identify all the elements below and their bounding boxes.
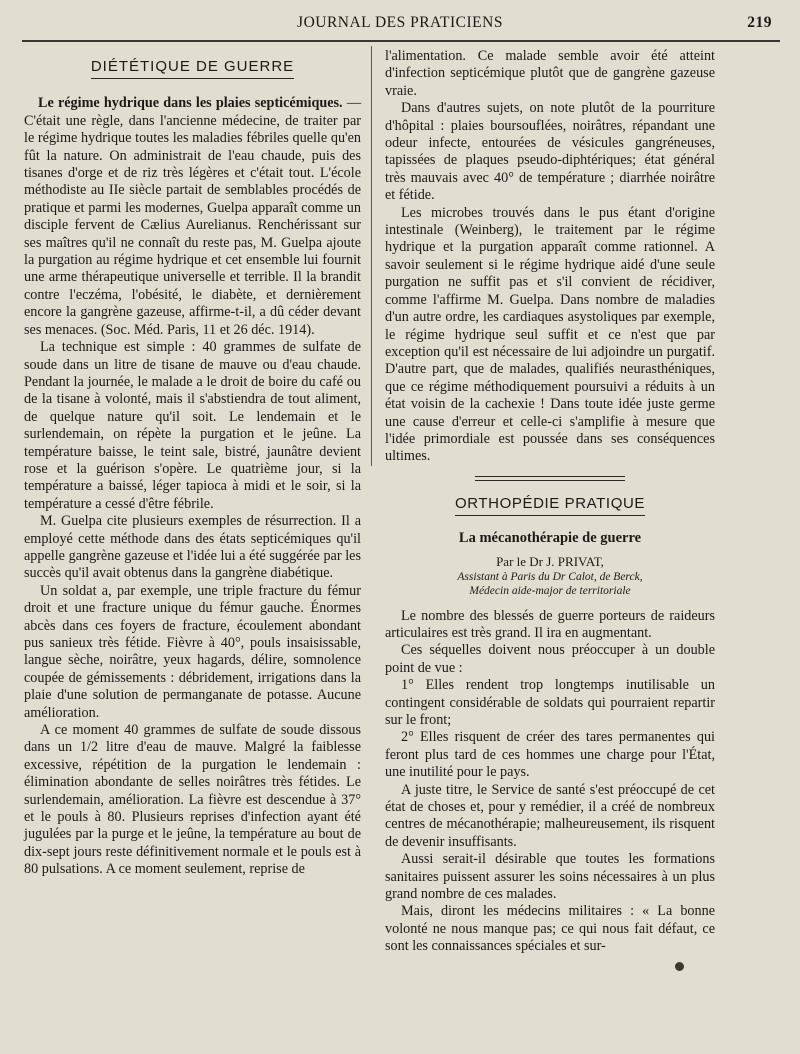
lead-paragraph	[24, 95, 361, 339]
paragraph: M. Guelpa cite plusieurs exemples de résurrection. Il a employé cette méthode dans des états septicémiques qu'il appelle gangrène gazeuse et l'idée lui a été suggérée par les succès qu'il avait obtenus dans la gangrène diabétique.	[24, 513, 361, 582]
paragraph: La technique est simple : 40 grammes de sulfate de soude dans un litre de tisane de mauve ou d'eau chaude. Pendant la journée, le malade a le droit de boire du café ou de la tisane à volonté, mais il s'abstiendra de tout aliment, de quelque nature qu'il soit. Le lendemain et le surlendemain, on répète la purgation et le jeûne. La température baisse, le teint sale, bistré, jaunâtre devient rose et la guérison s'opère. Le quatrième jour, si la température a baissé, léger tapioca à midi et le soir, si la température a cessé d'être fébrile.	[24, 339, 361, 512]
affiliation: Assistant à Paris du Dr Calot, de Berck,	[457, 570, 643, 583]
section-title: DIÉTÉTIQUE DE GUERRE	[91, 58, 294, 79]
byline: Par le Dr J. PRIVAT,	[496, 553, 604, 569]
ink-blot	[675, 962, 684, 971]
paragraph: A juste titre, le Service de santé s'est préoccupé de cet état de choses et, pour y remédier, il a créé de nombreux centres de mécanothérapie; malheureusement, ils risquent de devenir insuffisants.	[385, 781, 715, 850]
article-title: La mécanothérapie de guerre	[458, 530, 642, 547]
paragraph: 1° Elles rendent trop longtemps inutilisable un contingent considérable de soldats qui pourraient repartir sur le front;	[385, 677, 715, 728]
paragraph: Le nombre des blessés de guerre porteurs de raideurs articulaires est très grand. Il ira en augmentant.	[385, 607, 715, 641]
paragraph: Mais, diront les médecins militaires : « La bonne volonté ne nous manque pas; ce qui nous fait défaut, ce sont les connaissances spéciales et sur-	[385, 903, 715, 955]
lead-title: Le régime hydrique dans les plaies septicémiques.	[38, 95, 343, 112]
paragraph: Aussi serait-il désirable que toutes les formations sanitaires puissent assurer les soins nécessaires à un plus grand nombre de ces malades.	[385, 851, 715, 903]
column-divider	[371, 46, 372, 466]
paragraph: Ces séquelles doivent nous préoccuper à un double point de vue :	[385, 642, 715, 676]
right-column	[385, 48, 715, 956]
section-separator	[475, 476, 625, 481]
section-heading-dietetique	[24, 58, 361, 79]
page-number: 219	[747, 14, 772, 31]
running-head	[0, 14, 800, 34]
affiliation: Médecin aide-major de territoriale	[469, 584, 631, 597]
header-rule	[22, 40, 780, 42]
section-heading-orthopedie	[385, 495, 715, 512]
journal-title: JOURNAL DES PRATICIENS	[297, 14, 503, 31]
paragraph: A ce moment 40 grammes de sulfate de soude dissous dans un 1/2 litre d'eau de mauve. Malgré la faiblesse excessive, répétition de la purgation le lendemain : élimination abondante de selles noirâtres très fétides. Le surlendemain, amélioration. La fièvre est descendue à 37° et le pouls à 80. Plusieurs reprises d'infection ayant été jugulées par la purge et le jeûne, la température au bout de dix-sept jours reste définitivement normale et le pouls est à 80 pulsations. A ce moment seulement, reprise de	[24, 722, 361, 878]
left-column	[24, 48, 361, 879]
paragraph: l'alimentation. Ce malade semble avoir été atteint d'infection septicémique plutôt que de gangrène gazeuse vraie.	[385, 48, 715, 99]
paragraph: Un soldat a, par exemple, une triple fracture du fémur droit et une fracture unique du fémur gauche. Énormes abcès dans ces foyers de fracture, écoulement abondant pus sanieux très fétide. Fièvre à 40°, pouls insaisissable, langue sèche, noirâtre, yeux hagards, délire, somnolence coupée de gémissements : débridement, irrigations dans la plaie d'une solution de permanganate de potasse. Aucune amélioration.	[24, 582, 361, 721]
paragraph: Les microbes trouvés dans le pus étant d'origine intestinale (Weinberg), le traitement par le régime hydrique et la purgation apparaît comme rationnel. A savoir seulement si le régime hydrique aidé d'une seule purgation ne suffit pas et s'il convient de récidiver, comme l'affirme M. Guelpa. Dans nombre de maladies d'un autre ordre, les cardiaques asystoliques par exemple, le régime hydrique seul suffit et ce n'est que par exception qu'il est nécessaire de lui adjoindre un purgatif. D'autre part, que de malades, qualifiés neurasthéniques, que ce régime méthodiquement poursuivi a réduits à un état voisin de la cachexie ! Dans toute idée juste germe une cause d'erreur et celle-ci s'amplifie à mesure que l'idée primordiale est poussée dans ses conséquences ultimes.	[385, 204, 715, 465]
paragraph: 2° Elles risquent de créer des tares permanentes qui feront plus tard de ces hommes une charge pour l'État, une inutilité pour le pays.	[385, 729, 715, 781]
section-title: ORTHOPÉDIE PRATIQUE	[455, 495, 645, 516]
lead-body: — C'était une règle, dans l'ancienne médecine, de traiter par le régime hydrique toutes les maladies fébriles quelle qu'en fût la nature. On administrait de l'eau chaude, puis des tisanes d'orge et de riz très légères et c'était tout. L'école méthodiste au IIe siècle partait de semblables procédés de pratique et parmi les modernes, Guelpa apparaît comme un disciple fervent de Cælius Aurelianus. Renchérissant sur ses maîtres qu'il ne connaît du reste pas, M. Guelpa ajoute la purgation au régime hydrique et cet ensemble lui fournit une arme thérapeutique universelle et terrible. Il la brandit contre l'eczéma, l'obésité, le diabète, et dernièrement encore la gangrène gazeuse, affirme-t-il, a dû céder devant ses menaces. (Soc. Méd. Paris, 11 et 26 déc. 1914).	[24, 95, 361, 338]
paragraph: Dans d'autres sujets, on note plutôt de la pourriture d'hôpital : plaies boursouflées, noirâtres, répandant une odeur infecte, entourées de vésicules gangréneuses, tapissées de plaques pseudo-diphtériques; état général très mauvais avec 40° de température ; diarrhée noirâtre et fétide.	[385, 100, 715, 204]
